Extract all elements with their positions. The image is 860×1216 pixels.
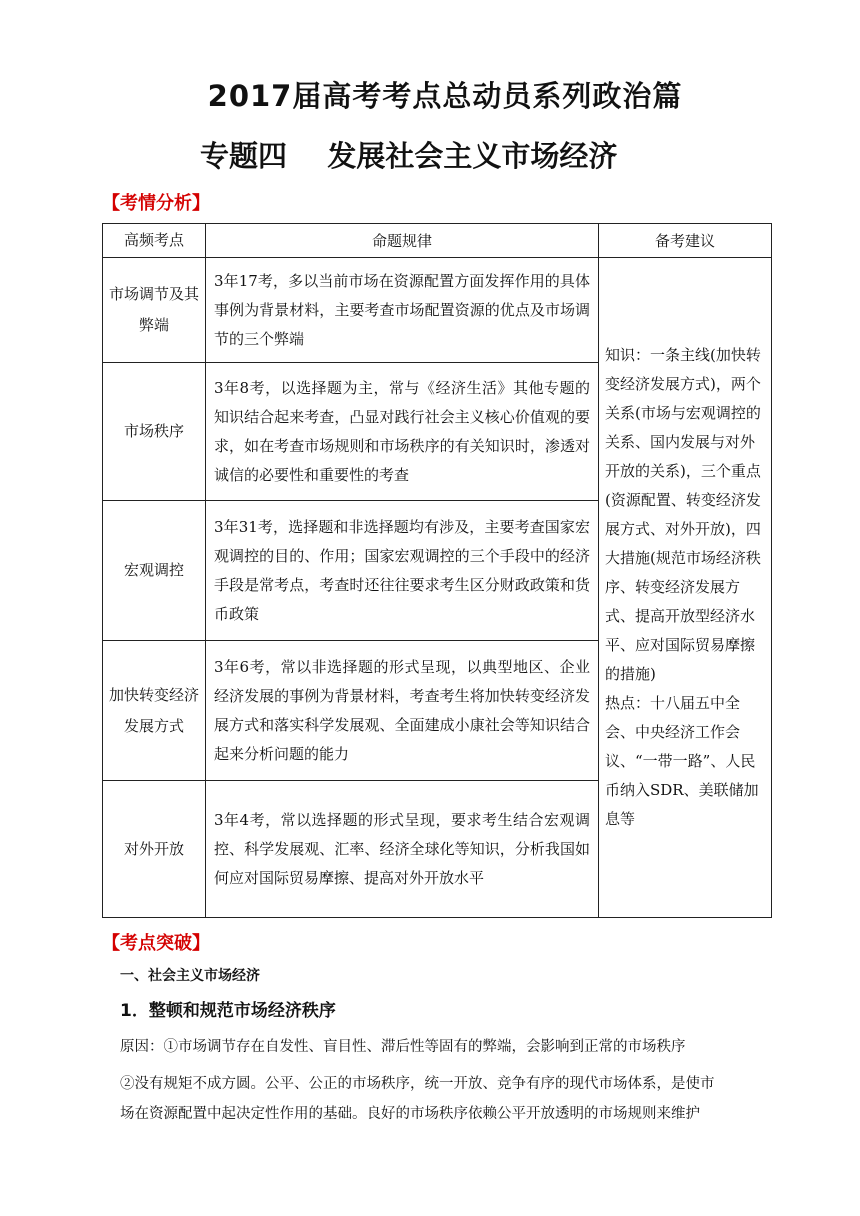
advice-cell: 知识：一条主线(加快转变经济发展方式)，两个关系(市场与宏观调控的关系、国内发展与对外开放的关系)，三个重点(资源配置、转变经济发展方式、对外开放)，四大措施(规范市场经济秩序、转变经济发展方式、提高开放型经济水平、应对国际贸易摩擦的措施) 热点：十八届五中全会、中央经济工作会议、“一带一路”、人民币纳入SDR、美联储加息等 (599, 258, 772, 918)
paragraph: 场在资源配置中起决定性作用的基础。良好的市场秩序依赖公平开放透明的市场规则来维护 (120, 1106, 700, 1122)
subsection-heading: 1．整顿和规范市场经济秩序 (120, 1001, 336, 1021)
paragraph: ②没有规矩不成方圆。公平、公正的市场秩序，统一开放、竞争有序的现代市场体系，是使市 (120, 1076, 715, 1092)
paragraph: 原因：①市场调节存在自发性、盲目性、滞后性等固有的弊端，会影响到正常的市场秩序 (120, 1039, 686, 1055)
header-rule: 命题规律 (206, 224, 599, 258)
breakthrough-heading: 【考点突破】 (102, 933, 210, 954)
header-topic: 高频考点 (103, 224, 206, 258)
rule-cell: 3年17考，多以当前市场在资源配置方面发挥作用的具体事例为背景材料，主要考查市场配置资源的优点及市场调节的三个弊端 (206, 258, 599, 363)
rule-cell: 3年31考，选择题和非选择题均有涉及，主要考查国家宏观调控的目的、作用；国家宏观调控的三个手段中的经济手段是常考点，考查时还往往要求考生区分财政政策和货币政策 (206, 501, 599, 641)
topic-cell: 宏观调控 (103, 501, 206, 641)
rule-cell: 3年6考，常以非选择题的形式呈现，以典型地区、企业经济发展的事例为背景材料，考查考生将加快转变经济发展方式和落实科学发展观、全面建成小康社会等知识结合起来分析问题的能力 (206, 641, 599, 781)
document-title: 2017届高考考点总动员系列政治篇 (207, 79, 683, 113)
analysis-table (102, 223, 772, 918)
topic-cell: 市场调节及其弊端 (103, 258, 206, 363)
table-header-row (103, 224, 772, 258)
section-heading: 一、社会主义市场经济 (120, 968, 260, 984)
rule-cell: 3年4考，常以选择题的形式呈现，要求考生结合宏观调控、科学发展观、汇率、经济全球化等知识，分析我国如何应对国际贸易摩擦、提高对外开放水平 (206, 781, 599, 918)
header-advice: 备考建议 (599, 224, 772, 258)
analysis-heading: 【考情分析】 (102, 193, 210, 214)
table-row (103, 258, 772, 363)
document-subtitle: 专题四 发展社会主义市场经济 (200, 139, 618, 173)
topic-cell: 市场秩序 (103, 363, 206, 501)
topic-cell: 对外开放 (103, 781, 206, 918)
rule-cell: 3年8考，以选择题为主，常与《经济生活》其他专题的知识结合起来考查，凸显对践行社会主义核心价值观的要求，如在考查市场规则和市场秩序的有关知识时，渗透对诚信的必要性和重要性的考查 (206, 363, 599, 501)
topic-cell: 加快转变经济发展方式 (103, 641, 206, 781)
